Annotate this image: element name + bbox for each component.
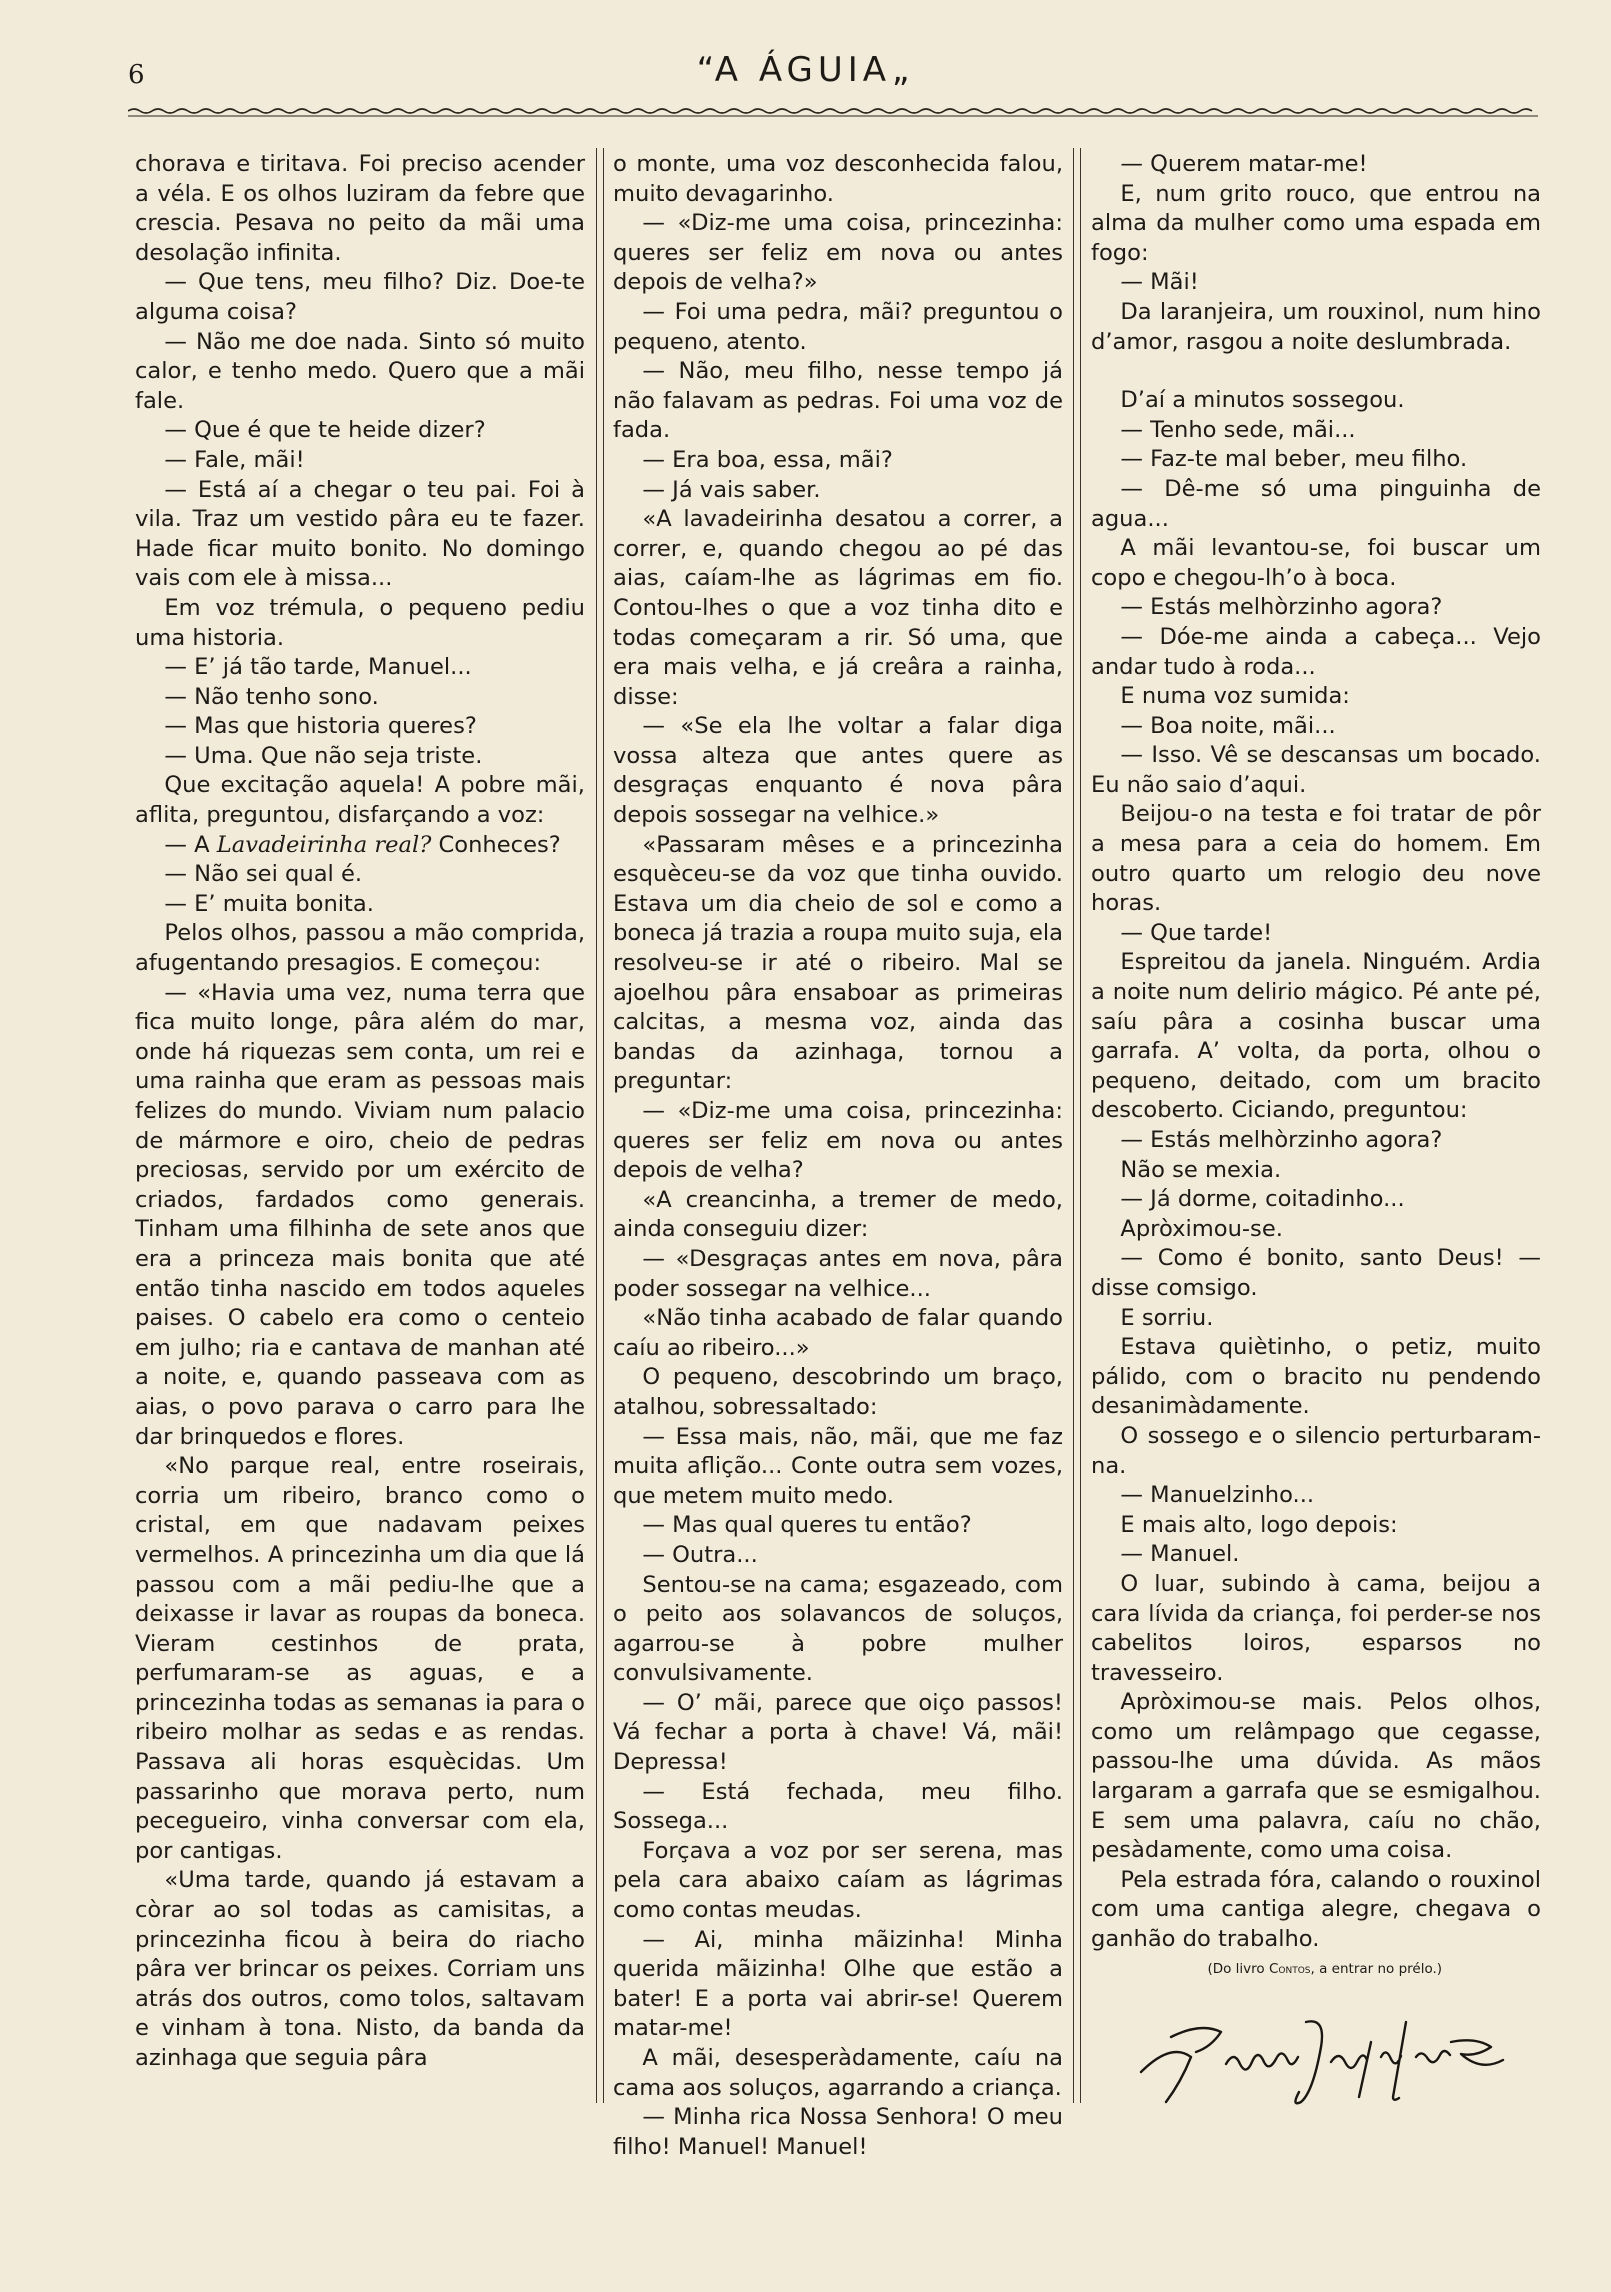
column-divider (596, 148, 604, 2103)
paragraph: — Outra... (642, 1541, 758, 1568)
text-column-3 (1091, 150, 1541, 2112)
paragraph: — Essa mais, não, mãi, que me faz muita aflição... Conte outra sem vozes, que metem muito medo. (613, 1423, 1063, 1509)
paragraph: — Está aí a chegar o teu pai. Foi à vila. Traz um vestido pâra eu te fazer. Hade ficar muito bonito. No domingo vais com ele à missa... (135, 476, 585, 592)
paragraph: — Boa noite, mãi... (1120, 712, 1336, 739)
paragraph: O sossego e o silencio perturbaram-na. (1091, 1422, 1541, 1479)
paragraph: «Passaram mêses e a princezinha esquèceu-se da voz que tinha ouvido. Estava um dia cheio de sol e como a boneca já trazia a roupa muito suja, ela resolveu-se ir até o ribeiro. Mal se ajoelhou pâra ensaboar as primeiras calcitas, a mesma voz, ainda das bandas da azinhaga, tornou a preguntar: (613, 831, 1063, 1095)
paragraph: — E’ já tão tarde, Manuel... (164, 654, 472, 681)
paragraph: — Não tenho sono. (164, 683, 379, 710)
paragraph: Forçava a voz por ser serena, mas pela cara abaixo caíam as lágrimas como contas meudas. (613, 1837, 1063, 1924)
paragraph: — «Diz-me uma coisa, princezinha: queres ser feliz em nova ou antes depois de velha? (613, 1098, 1063, 1184)
paragraph: — E’ muita bonita. (164, 890, 374, 917)
paragraph: «A creancinha, a tremer de medo, ainda conseguiu dizer: (613, 1186, 1063, 1243)
column-divider (1073, 148, 1081, 2103)
paragraph: Da laranjeira, um rouxinol, num hino d’amor, rasgou a noite deslumbrada. (1091, 298, 1541, 355)
paragraph: Apròximou-se mais. Pelos olhos, como um relâmpago que cegasse, passou-lhe uma dúvida. As mãos largaram a garrafa que se esmigalhou. E sem uma palavra, caíu no chão, pesàdamente, como uma coisa. (1091, 1689, 1541, 1864)
paragraph: — Não, meu filho, nesse tempo já não falavam as pedras. Foi uma voz de fada. (613, 358, 1063, 444)
paragraph: — Que tarde! (1120, 919, 1273, 946)
source-note (1091, 1955, 1541, 1985)
paragraph: — Como é bonito, santo Deus! — disse comsigo. (1091, 1245, 1541, 1301)
paragraph: chorava e tiritava. Foi preciso acender a véla. E os olhos luziram da febre que crescia. Pesava no peito da mãi uma desolação infinita. (135, 151, 585, 266)
book-title: Contos (1268, 1960, 1311, 1977)
paragraph: — Querem matar-me! (1120, 151, 1368, 177)
paragraph: — Tenho sede, mãi... (1120, 416, 1356, 443)
paragraph: — Isso. Vê se descansas um bocado. Eu não saio d’aqui. (1091, 742, 1541, 798)
paragraph: — Mas que historia queres? (164, 713, 477, 740)
paragraph: — Mãi! (1120, 269, 1199, 296)
text-run: Conheces? (431, 831, 561, 858)
paragraph: Em voz trémula, o pequeno pediu uma historia. (135, 594, 585, 651)
paragraph: Espreitou da janela. Ninguém. Ardia a noite num delirio mágico. Pé ante pé, saíu pâra a cosinha buscar uma garrafa. A’ volta, da porta, olhou o pequeno, deitado, com um bracito descoberto. Ciciando, preguntou: (1091, 949, 1541, 1124)
source-prefix: (Do livro (1207, 1960, 1269, 1977)
paragraph: — Manuelzinho... (1120, 1482, 1315, 1509)
publication-masthead: “A ÁGUIA„ (696, 50, 915, 90)
text-column-1 (135, 150, 585, 2074)
page-number: 6 (128, 60, 145, 90)
paragraph: «Uma tarde, quando já estavam a còrar ao sol todas as camisitas, a princezinha ficou à beira do riacho pâra ver brincar os peixes. Corriam uns atrás dos outros, como tolos, saltavam e vinham à tona. Nisto, da banda da azinhaga que seguia pâra (135, 1867, 585, 2071)
paragraph: — Faz-te mal beber, meu filho. (1120, 446, 1468, 473)
text-run: — A (164, 831, 217, 858)
paragraph: «No parque real, entre roseirais, corria um ribeiro, branco como o cristal, em que nadavam peixes vermelhos. A princezinha um dia que lá passou com a mãi pediu-lhe que a deixasse ir lavar as roupas da boneca. Vieram cestinhos de prata, perfumaram-se as aguas, e a princezinha todas as semanas ia para o ribeiro molhar as sedas e as rendas. Passava ali horas esquècidas. Um passarinho que morava perto, num pecegueiro, vinha conversar com ela, por cantigas. (135, 1453, 585, 1864)
paragraph: Beijou-o na testa e foi tratar de pôr a mesa para a ceia do homem. Em outro quarto um relogio deu nove horas. (1091, 801, 1541, 917)
paragraph: Sentou-se na cama; esgazeado, com o peito aos solavancos de soluços, agarrou-se à pobre mulher convulsivamente. (613, 1571, 1063, 1687)
paragraph: — «Diz-me uma coisa, princezinha: queres ser feliz em nova ou antes depois de velha?» (613, 210, 1063, 296)
paragraph: — «Se ela lhe voltar a falar diga vossa alteza que antes quere as desgraças enquanto é nova pâra depois sossegar na velhice.» (613, 713, 1063, 829)
paragraph: — Fale, mãi! (164, 446, 305, 473)
decorative-rule (128, 104, 1538, 118)
paragraph: O pequeno, descobrindo um braço, atalhou, sobressaltado: (613, 1364, 1063, 1420)
text-column-2 (613, 150, 1063, 2162)
paragraph: — Não me doe nada. Sinto só muito calor, e tenho medo. Quero que a mãi fale. (135, 328, 585, 414)
paragraph: «Não tinha acabado de falar quando caíu ao ribeiro...» (613, 1305, 1063, 1361)
paragraph: — Estás melhòrzinho agora? (1120, 594, 1443, 621)
paragraph: E, num grito rouco, que entrou na alma da mulher como uma espada em fogo: (1091, 180, 1541, 266)
paragraph: Pelos olhos, passou a mão comprida, afugentando presagios. E começou: (135, 920, 585, 977)
paragraph: — Foi uma pedra, mãi? preguntou o pequeno, atento. (613, 298, 1063, 355)
paragraph: A mãi, desesperàdamente, caíu na cama aos soluços, agarrando a criança. (613, 2045, 1063, 2101)
paragraph: D’aí a minutos sossegou. (1120, 387, 1405, 414)
paragraph: — Manuel. (1120, 1541, 1240, 1568)
paragraph (135, 831, 585, 861)
paragraph: — Dê-me só uma pinguinha de agua... (1091, 475, 1541, 532)
paragraph: A mãi levantou-se, foi buscar um copo e chegou-lh’o à boca. (1091, 535, 1541, 591)
paragraph: — Uma. Que não seja triste. (164, 742, 483, 769)
author-signature (1131, 2002, 1511, 2112)
paragraph: o monte, uma voz desconhecida falou, muito devagarinho. (613, 151, 1063, 207)
paragraph: — «Havia uma vez, numa terra que fica muito longe, pâra além do mar, onde há riquezas sem conta, um rei e uma rainha que eram as pessoas mais felizes do mundo. Viviam num palacio de mármore e oiro, cheio de pedras preciosas, servido por um exército de criados, fardados como generais. Tinham uma filhinha de sete anos que era a princeza mais bonita que até então tinha nascido em todos aqueles paises. O cabelo era como o centeio em julho; ria e cantava de manhan até a noite, e, quando passeava com as aias, o povo parava o carro para lhe dar brinquedos e flores. (135, 979, 585, 1450)
paragraph: — Não sei qual é. (164, 861, 363, 888)
paragraph: — Ai, minha mãizinha! Minha querida mãizinha! Olhe que estão a bater! E a porta vai abrir-se! Querem matar-me! (613, 1926, 1063, 2042)
paragraph: O luar, subindo à cama, beijou a cara lívida da criança, foi perder-se nos cabelitos loiros, esparsos no travesseiro. (1091, 1570, 1541, 1686)
paragraph: Apròximou-se. (1120, 1215, 1283, 1242)
paragraph: — Minha rica Nossa Senhora! O meu filho! Manuel! Manuel! (613, 2104, 1063, 2160)
paragraph: — Era boa, essa, mãi? (642, 446, 893, 473)
paragraph: Pela estrada fóra, calando o rouxinol com uma cantiga alegre, chegava o ganhão do trabalho. (1091, 1866, 1541, 1953)
paragraph: — Que tens, meu filho? Diz. Doe-te alguma coisa? (135, 269, 585, 325)
paragraph: E numa voz sumida: (1120, 683, 1350, 710)
paragraph: — «Desgraças antes em nova, pâra poder sossegar na velhice... (613, 1245, 1063, 1302)
paragraph: — Já vais saber. (642, 476, 821, 503)
paragraph: Não se mexia. (1120, 1156, 1282, 1183)
paragraph: E mais alto, logo depois: (1120, 1511, 1398, 1538)
paragraph: «A lavadeirinha desatou a correr, a correr, e, quando chegou ao pé das aias, caíam-lhe as lágrimas em fio. Contou-lhes o que a voz tinha dito e todas começaram a rir. Só uma, que era mais velha, e já creâra a rainha, disse: (613, 506, 1063, 710)
paragraph: — Está fechada, meu filho. Sossega... (613, 1778, 1063, 1835)
paragraph: — O’ mãi, parece que oiço passos! Vá fechar a porta à chave! Vá, mãi! Depressa! (613, 1689, 1063, 1776)
source-suffix: , a entrar no prélo.) (1310, 1960, 1443, 1977)
paragraph: — Já dorme, coitadinho... (1120, 1186, 1405, 1213)
paragraph: E sorriu. (1120, 1304, 1214, 1331)
paragraph: — Que é que te heide dizer? (164, 417, 486, 444)
paragraph: — Mas qual queres tu então? (642, 1512, 972, 1539)
paragraph: — Estás melhòrzinho agora? (1120, 1127, 1443, 1153)
paragraph: Estava quiètinho, o petiz, muito pálido, com o bracito nu pendendo desanimàdamente. (1091, 1334, 1541, 1420)
story-title: Lavadeirinha real? (216, 831, 432, 858)
paragraph: — Dóe-me ainda a cabeça... Vejo andar tudo à roda... (1091, 623, 1541, 680)
paragraph: Que excitação aquela! A pobre mãi, aflita, preguntou, disfarçando a voz: (135, 772, 585, 829)
